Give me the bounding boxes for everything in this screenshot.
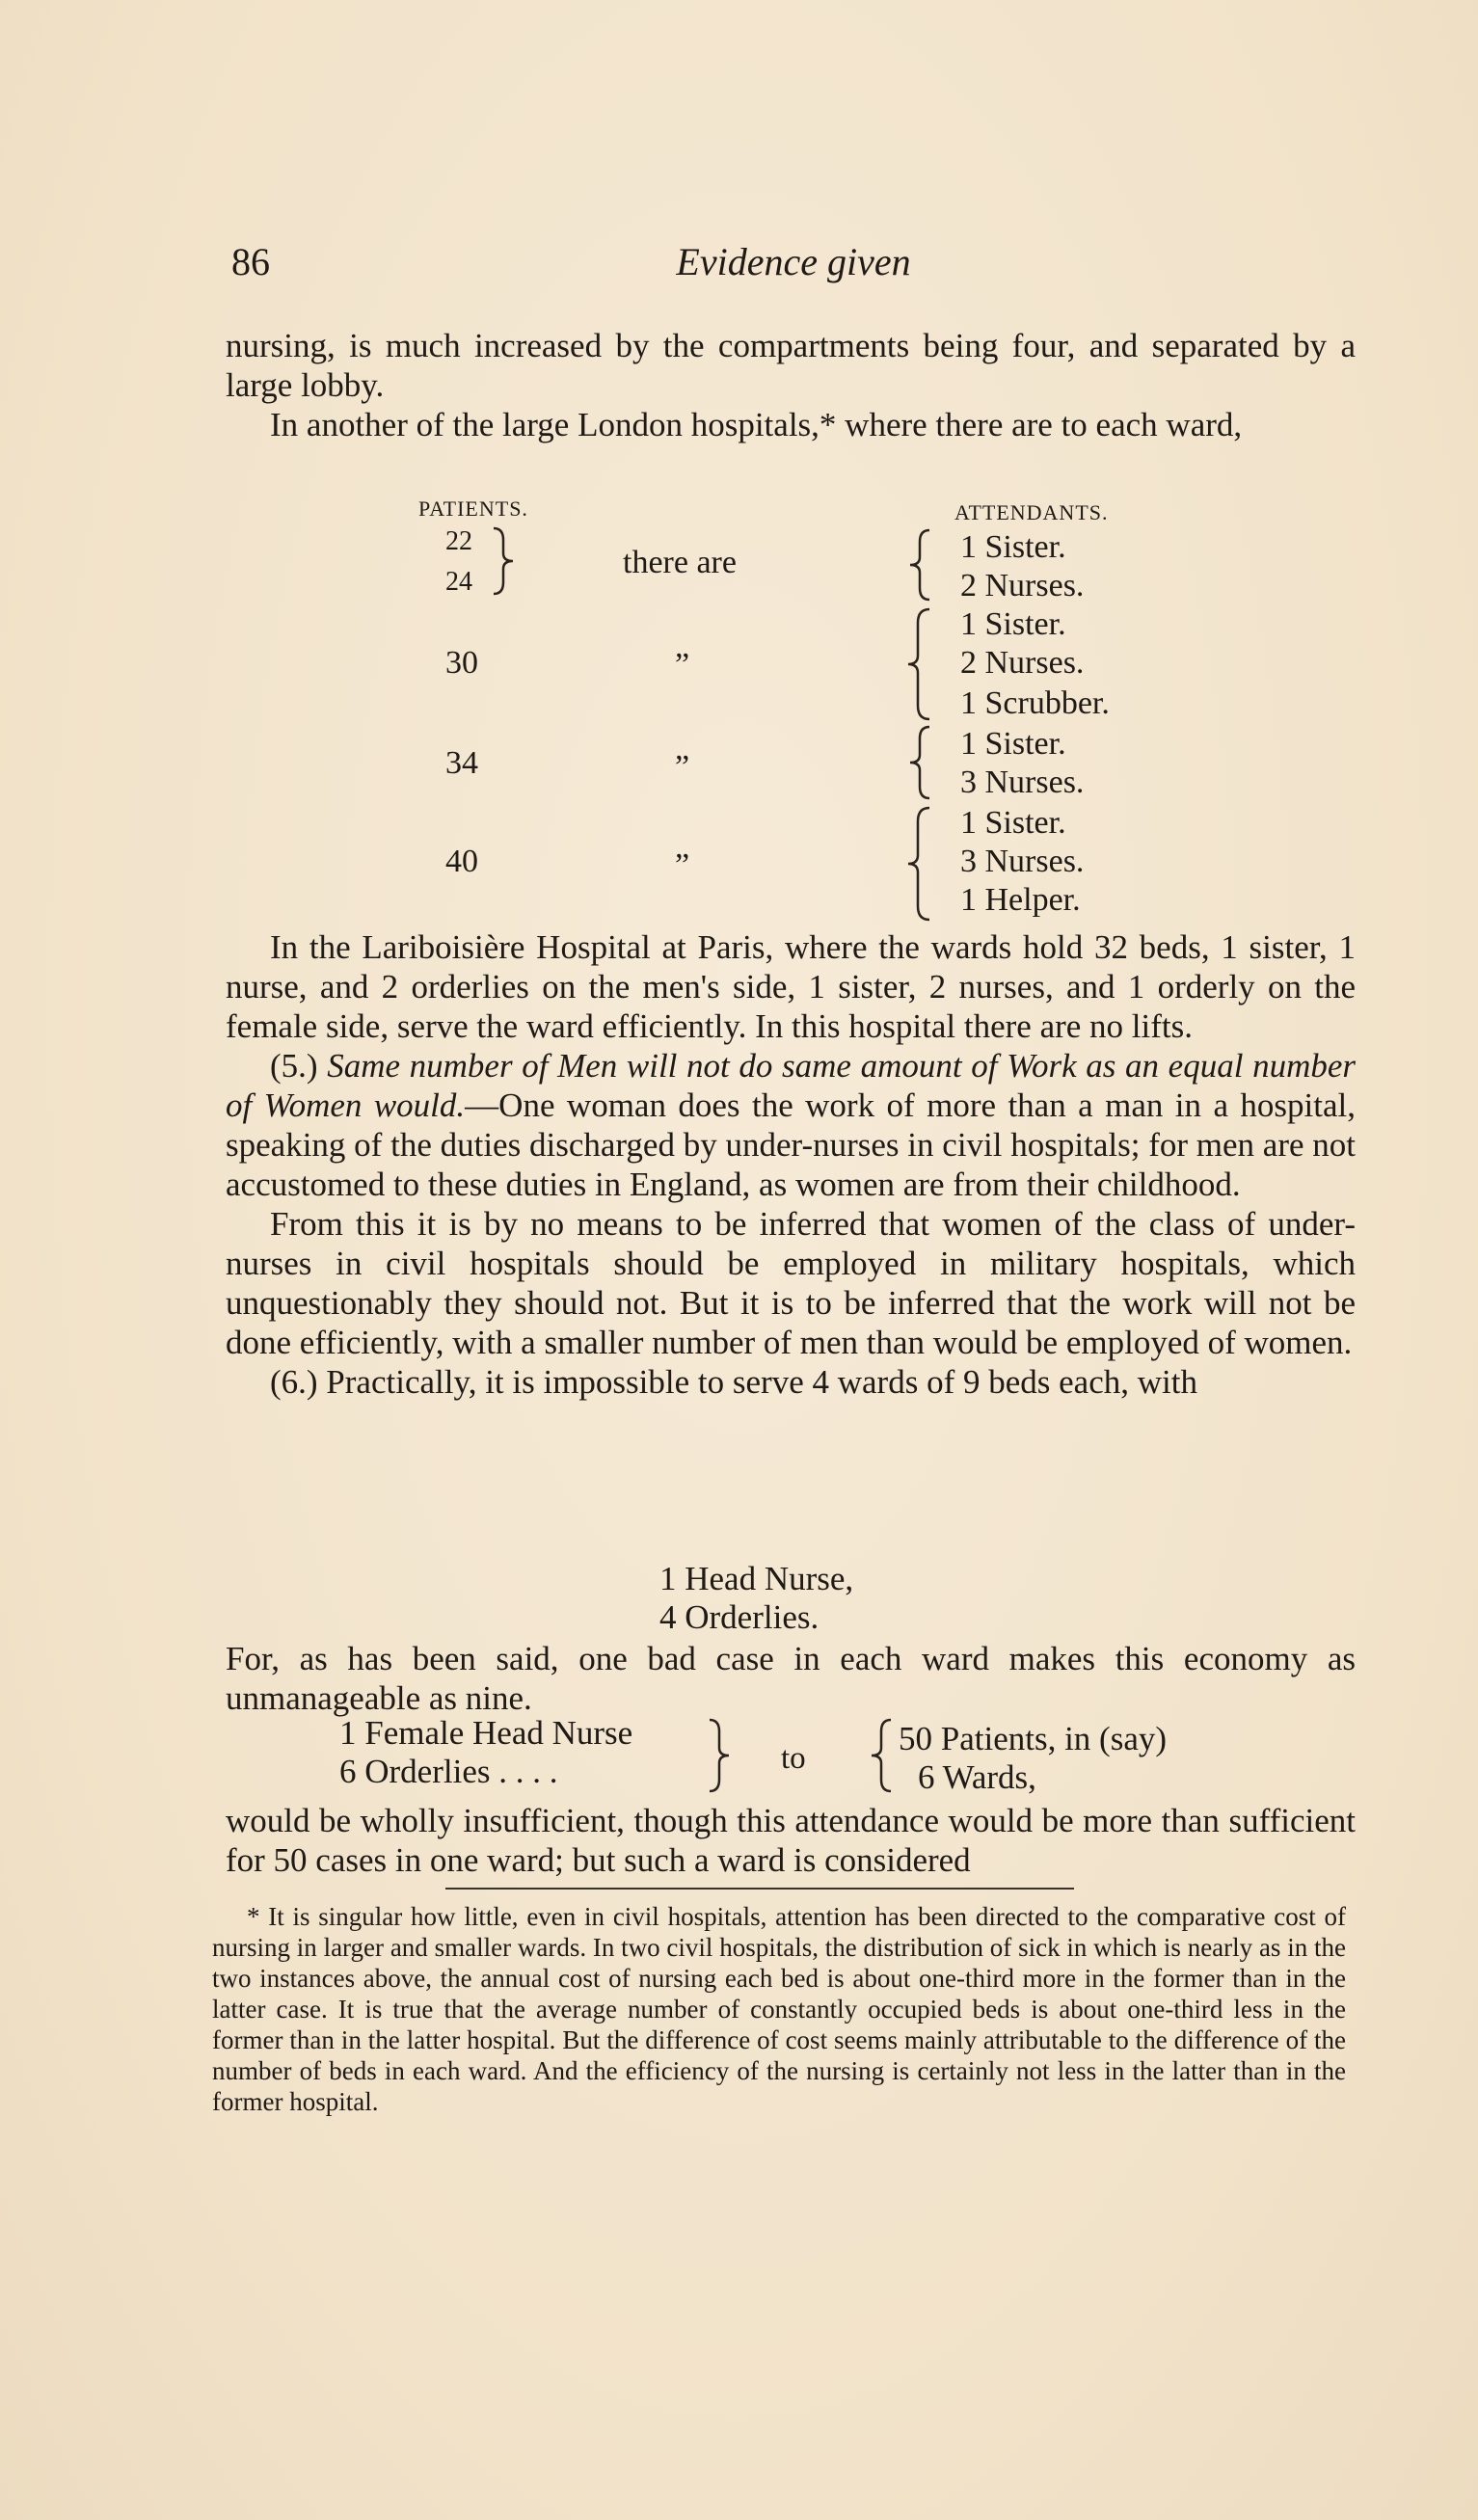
row3-attendant-2: 3 Nurses.	[960, 764, 1085, 800]
ratio-left-1: 1 Female Head Nurse	[339, 1714, 633, 1752]
left-brace-icon	[902, 607, 935, 721]
row3-verb: ”	[675, 749, 690, 785]
row1-verb: there are	[623, 545, 737, 580]
paragraph-section-6: (6.) Practically, it is impossible to serve 4 wards of 9 beds each, with	[270, 1363, 1197, 1401]
paragraph-intro-2: In another of the large London hospitals,* where there are to each ward,	[270, 406, 1243, 443]
left-brace-icon	[866, 1718, 895, 1793]
row4-patients: 40	[445, 844, 478, 879]
footnote	[212, 1901, 1346, 2117]
paragraph-lariboisiere: In the Lariboisière Hospital at Paris, where the wards hold 32 beds, 1 sister, 1 nurse, and 2 orderlies on the men's side, 1 sister, 2 nurses, and 1 orderly on the female side, serve the ward efficiently. In this hospital there are no lifts.	[226, 928, 1356, 1045]
left-brace-icon	[904, 528, 933, 602]
row2-attendant-2: 2 Nurses.	[960, 645, 1085, 681]
row3-attendant-1: 1 Sister.	[960, 726, 1066, 762]
ratio-right-2: 6 Wards,	[918, 1758, 1036, 1796]
footnote-divider	[445, 1888, 1074, 1890]
row4-verb: ”	[675, 847, 690, 883]
row2-patients: 30	[445, 645, 478, 681]
paragraph-would-block	[226, 1801, 1356, 1880]
paragraph-intro-1: nursing, is much increased by the compartments being four, and separated by a large lobby.	[226, 327, 1356, 404]
page-header	[231, 239, 1356, 297]
list-head-nurse: 1 Head Nurse,	[659, 1560, 854, 1597]
row2-attendant-3: 1 Scrubber.	[960, 685, 1110, 721]
list-orderlies: 4 Orderlies.	[659, 1598, 820, 1636]
row1-attendant-2: 2 Nurses.	[960, 568, 1085, 603]
ratio-to: to	[781, 1741, 806, 1776]
row4-attendant-1: 1 Sister.	[960, 805, 1066, 841]
section-5-heading: Same number of Men will not do same amount of Work as an equal number of Women would.	[226, 1047, 1357, 1124]
row1-patients-a: 22	[445, 526, 472, 556]
paragraph-inferred: From this it is by no means to be inferred that women of the class of under-nurses in civil hospitals should be employed in military hospitals, which unquestionably they should not. But it is to be inferred that the work will not be done efficiently, with a smaller number of men than would be employed of women.	[226, 1205, 1356, 1361]
left-brace-icon	[904, 725, 933, 800]
paragraph-for: For, as has been said, one bad case in each ward makes this economy as unmanageable as nine.	[226, 1640, 1356, 1717]
row4-attendant-3: 1 Helper.	[960, 882, 1081, 918]
right-brace-icon	[706, 1718, 735, 1793]
left-brace-icon	[902, 806, 935, 922]
section-5-text: —One woman does the work of more than a man in a hospital, speaking of the duties discharged by under-nurses in civil hospitals; for men are not accustomed to these duties in England, as women are from their childhood.	[226, 1086, 1357, 1203]
row4-attendant-2: 3 Nurses.	[960, 844, 1085, 879]
intro-block	[226, 326, 1356, 444]
col-header-patients: PATIENTS.	[418, 496, 528, 521]
paragraph-for-block	[226, 1639, 1356, 1718]
right-brace-icon	[490, 526, 519, 596]
paragraph-section-5	[226, 1046, 1356, 1204]
paragraph-would: would be wholly insufficient, though this attendance would be more than sufficient for 50 cases in one ward; but such a ward is considered	[226, 1802, 1356, 1879]
main-text-block	[226, 927, 1356, 1402]
running-title: Evidence given	[676, 240, 911, 283]
footnote-text: * It is singular how little, even in civil hospitals, attention has been directed to the comparative cost of nursing in larger and smaller wards. In two civil hospitals, the distribution of sick in which is nearly as in the two instances above, the annual cost of nursing each bed is about one-third more in the former than in the latter case. It is true that the average number of constantly occupied beds is about one-third less in the former than in the latter hospital. But the difference of cost seems mainly attributable to the difference of the number of beds in each ward. And the efficiency of the nursing is certainly not less in the latter than in the former hospital.	[212, 1902, 1346, 2116]
row2-verb: ”	[675, 647, 690, 683]
col-header-attendants: ATTENDANTS.	[954, 500, 1109, 524]
row3-patients: 34	[445, 745, 478, 781]
ratio-right-1: 50 Patients, in (say)	[899, 1720, 1168, 1757]
row2-attendant-1: 1 Sister.	[960, 606, 1066, 642]
ratio-left-2: 6 Orderlies . . . .	[339, 1753, 558, 1790]
row1-attendant-1: 1 Sister.	[960, 529, 1066, 565]
section-5-number: (5.)	[270, 1047, 318, 1085]
row1-patients-b: 24	[445, 567, 472, 597]
page-number: 86	[231, 240, 270, 283]
